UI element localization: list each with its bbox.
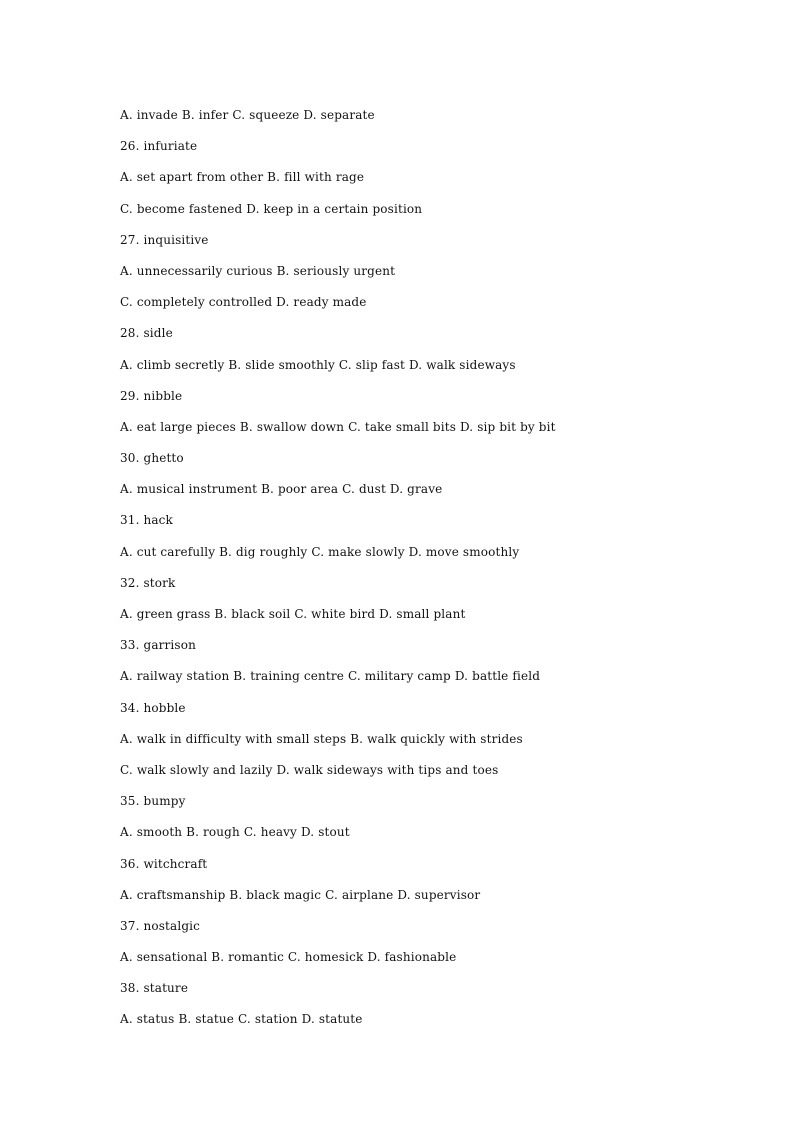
question-28: 28. sidle bbox=[120, 326, 173, 341]
option-line-31: A. cut carefully B. dig roughly C. make slowly D. move smoothly bbox=[120, 544, 520, 559]
question-27: 27. inquisitive bbox=[120, 232, 209, 247]
question-38: 38. stature bbox=[120, 981, 189, 996]
question-31: 31. hack bbox=[120, 513, 173, 528]
option-line-35: A. smooth B. rough C. heavy D. stout bbox=[120, 825, 350, 840]
option-line-32: A. green grass B. black soil C. white bird D. small plant bbox=[120, 607, 466, 621]
document-page bbox=[120, 106, 740, 1042]
question-30: 30. ghetto bbox=[120, 451, 184, 466]
option-line-25: A. invade B. infer C. squeeze D. separate bbox=[120, 108, 375, 122]
option-line-36: A. craftsmanship B. black magic C. airplane D. supervisor bbox=[120, 887, 481, 902]
option-line-28: A. climb secretly B. slide smoothly C. slip fast D. walk sideways bbox=[120, 357, 516, 372]
option-line-34b: C. walk slowly and lazily D. walk sideways with tips and toes bbox=[120, 762, 499, 777]
option-line-27b: C. completely controlled D. ready made bbox=[120, 295, 367, 310]
option-line-27a: A. unnecessarily curious B. seriously urgent bbox=[120, 263, 396, 278]
question-37: 37. nostalgic bbox=[120, 918, 201, 933]
option-line-29: A. eat large pieces B. swallow down C. take small bits D. sip bit by bit bbox=[120, 419, 556, 434]
option-line-26b: C. become fastened D. keep in a certain position bbox=[120, 201, 423, 216]
option-line-37: A. sensational B. romantic C. homesick D. fashionable bbox=[120, 950, 457, 965]
option-line-26a: A. set apart from other B. fill with rage bbox=[120, 170, 365, 185]
option-line-34a: A. walk in difficulty with small steps B. walk quickly with strides bbox=[120, 731, 523, 746]
question-36: 36. witchcraft bbox=[120, 856, 208, 871]
question-34: 34. hobble bbox=[120, 700, 186, 715]
question-26: 26. infuriate bbox=[120, 139, 198, 154]
option-line-38: A. status B. statue C. station D. statute bbox=[120, 1012, 363, 1027]
question-32: 32. stork bbox=[120, 575, 176, 590]
option-line-33: A. railway station B. training centre C. military camp D. battle field bbox=[120, 669, 541, 684]
question-33: 33. garrison bbox=[120, 638, 196, 653]
question-29: 29. nibble bbox=[120, 388, 183, 403]
option-line-30: A. musical instrument B. poor area C. dust D. grave bbox=[120, 482, 443, 497]
question-35: 35. bumpy bbox=[120, 794, 186, 809]
